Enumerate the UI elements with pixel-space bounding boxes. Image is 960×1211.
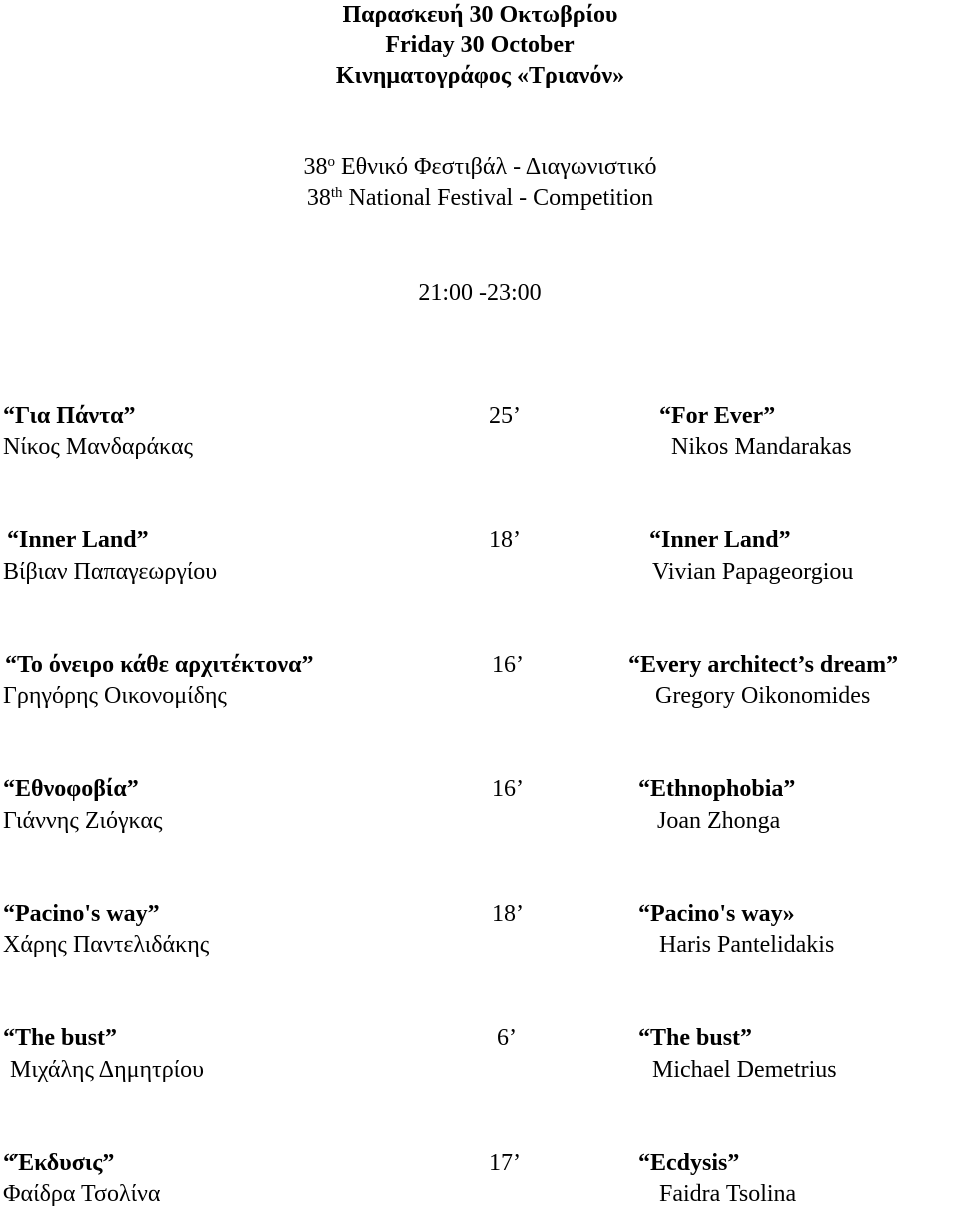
festival-title-greek xyxy=(0,152,960,182)
film-director-english: Michael Demetrius xyxy=(652,1057,837,1083)
film-director-english: Nikos Mandarakas xyxy=(671,434,852,460)
film-title-greek: “Το όνειρο κάθε αρχιτέκτονα” xyxy=(5,652,314,678)
venue: Κινηματογράφος «Τριανόν» xyxy=(335,63,625,89)
film-title-english: “For Ever” xyxy=(659,403,776,429)
festival-number-english: 38 xyxy=(306,185,331,211)
film-duration: 17’ xyxy=(489,1150,521,1176)
film-director-english: Joan Zhonga xyxy=(657,808,781,834)
film-duration: 16’ xyxy=(492,652,524,678)
film-title-greek: “Inner Land” xyxy=(7,527,149,553)
film-duration: 18’ xyxy=(492,901,524,927)
festival-name-greek: Εθνικό Φεστιβάλ - Διαγωνιστικό xyxy=(334,154,657,180)
film-title-greek: “The bust” xyxy=(3,1025,118,1051)
film-director-english: Faidra Tsolina xyxy=(659,1181,797,1207)
film-title-english: “Pacino's way» xyxy=(638,901,795,927)
film-duration: 6’ xyxy=(497,1025,517,1051)
film-director-greek: Φαίδρα Τσολίνα xyxy=(3,1181,161,1207)
film-director-greek: Νίκος Μανδαράκας xyxy=(3,434,194,460)
date-english: Friday 30 October xyxy=(385,32,575,58)
film-director-greek: Βίβιαν Παπαγεωργίου xyxy=(3,559,218,585)
film-title-greek: “Για Πάντα” xyxy=(3,403,136,429)
film-director-english: Haris Pantelidakis xyxy=(659,932,835,958)
film-title-english: “The bust” xyxy=(638,1025,753,1051)
festival-ordinal-greek: ο xyxy=(327,154,335,170)
festival-ordinal-english: th xyxy=(330,185,343,201)
film-director-english: Vivian Papageorgiou xyxy=(652,559,854,585)
film-duration: 16’ xyxy=(492,776,524,802)
film-title-greek: “Έκδυσις” xyxy=(3,1150,115,1176)
festival-name-english: National Festival - Competition xyxy=(342,185,654,211)
festival-title-english xyxy=(0,183,960,213)
film-title-english: “Ethnophobia” xyxy=(638,776,796,802)
film-director-english: Gregory Oikonomides xyxy=(655,683,871,709)
film-title-english: “Every architect’s dream” xyxy=(628,652,899,678)
screening-time: 21:00 -23:00 xyxy=(418,280,542,306)
film-duration: 25’ xyxy=(489,403,521,429)
film-director-greek: Μιχάλης Δημητρίου xyxy=(10,1057,205,1083)
festival-number-greek: 38 xyxy=(303,154,328,180)
film-director-greek: Γιάννης Ζιόγκας xyxy=(3,808,163,834)
date-greek: Παρασκευή 30 Οκτωβρίου xyxy=(342,2,618,28)
film-title-greek: “Εθνοφοβία” xyxy=(3,776,139,802)
film-title-greek: “Pacino's way” xyxy=(3,901,160,927)
film-director-greek: Γρηγόρης Οικονομίδης xyxy=(3,683,227,709)
film-title-english: “Inner Land” xyxy=(649,527,791,553)
film-duration: 18’ xyxy=(489,527,521,553)
film-director-greek: Χάρης Παντελιδάκης xyxy=(3,932,210,958)
film-title-english: “Ecdysis” xyxy=(638,1150,740,1176)
